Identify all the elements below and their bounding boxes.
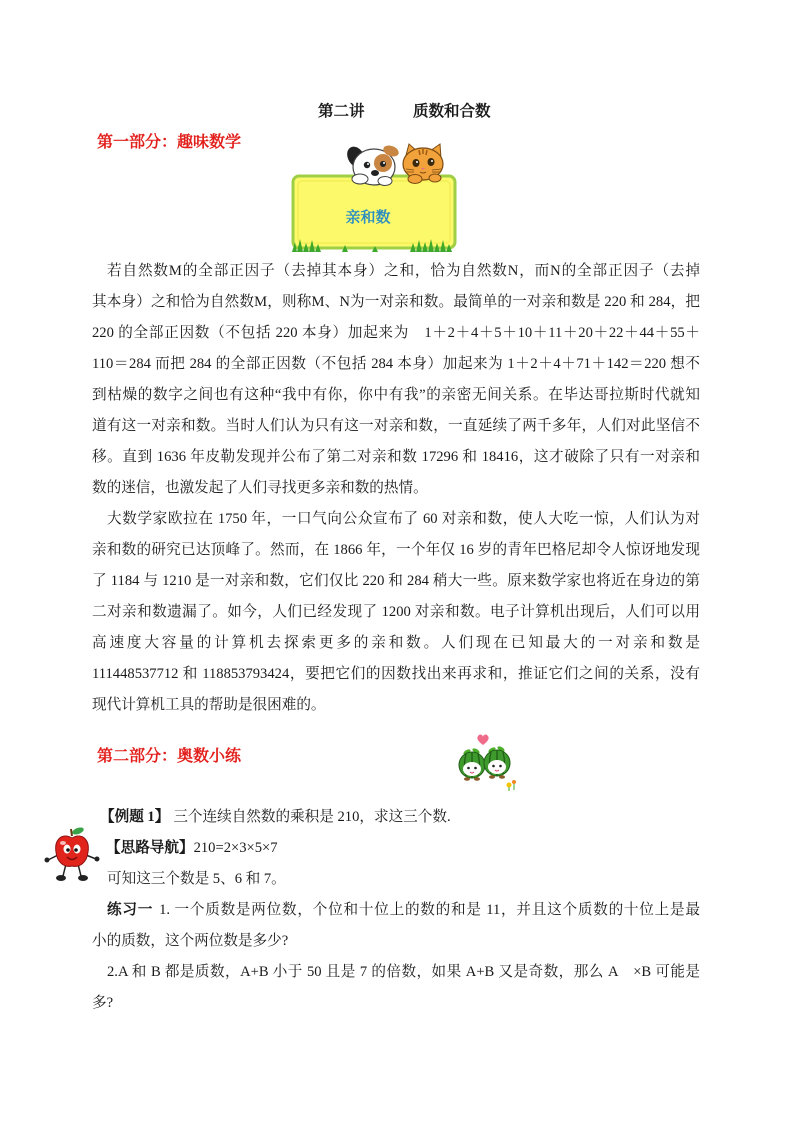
paragraph-line: 到枯燥的数字之间也有这种“我中有你，你中有我”的亲密无间关系。在毕达哥拉斯时代就知	[92, 387, 700, 403]
paragraph-line: 110＝284 而把 284 的全部正因数（不包括 284 本身）加起来为 1＋2＋4＋71＋142＝220 想不	[92, 356, 700, 372]
cat	[403, 144, 443, 184]
practice-line	[92, 895, 700, 926]
dog-cat-sign-illustration	[284, 143, 460, 253]
answer-line: 可知这三个数是 5、6 和 7。	[107, 871, 286, 887]
paragraph-line: 道有这一对亲和数。当时人们认为只有这一对亲和数，一直延续了两千多年，人们对此坚信不	[92, 418, 700, 434]
paragraph-line: 了 1184 与 1210 是一对亲和数，它们仅比 220 和 284 稍大一些。原来数学家也将近在身边的第	[92, 573, 700, 589]
dog-eye	[380, 161, 386, 167]
example-question: 三个连续自然数的乘积是 210，求这三个数.	[173, 809, 451, 825]
sign-label: 亲和数	[345, 209, 391, 226]
apple-leaf	[71, 826, 84, 836]
part2-heading: 第二部分：奥数小练	[97, 748, 242, 765]
hint-label: 【思路导航】	[106, 840, 194, 856]
heart-icon	[477, 734, 488, 745]
apple-stem	[71, 829, 72, 836]
dog-paw	[352, 174, 368, 184]
lecture-title	[0, 101, 794, 123]
dog	[344, 143, 401, 185]
hint-text: 210=2×3×5×7	[193, 840, 278, 856]
paragraph-line: 数的迷信，也激发起了人们寻找更多亲和数的热情。	[92, 480, 428, 496]
apple-shoe	[78, 875, 88, 881]
practice-question-2: 2.A 和 B 都是质数，A+B 小于 50 且是 7 的倍数，如果 A+B 又是奇数，那么 A ×B 可能是	[107, 964, 700, 980]
hint-line	[92, 833, 700, 864]
lecture-number: 第二讲	[318, 103, 365, 120]
paragraph	[92, 256, 700, 504]
watermelon-couple-illustration	[457, 731, 519, 793]
apple-shoe	[56, 875, 66, 881]
practice-section	[92, 802, 700, 1019]
paragraph-line: 亲和数的研究已达顶峰了。然而，在 1866 年，一个年仅 16 岁的青年巴格尼却令人惊讶地发现	[92, 542, 700, 558]
paragraph-line: 若自然数M的全部正因子（去掉其本身）之和，恰为自然数N，而N的全部正因子（去掉	[107, 263, 700, 279]
paragraph	[92, 504, 700, 721]
practice-line: 多?	[92, 995, 114, 1011]
part1-heading: 第一部分：趣味数学	[97, 134, 242, 151]
dog-nose	[371, 170, 379, 176]
example-label: 【例题 1】	[100, 809, 170, 825]
paragraph-line: 二对亲和数遗漏了。如今，人们已经发现了 1200 对亲和数。电子计算机出现后，人们可以用	[92, 604, 700, 620]
lecture-topic: 质数和合数	[413, 103, 491, 120]
cat-eye	[428, 158, 435, 166]
cat-paw	[429, 174, 441, 182]
paragraph-line: 现代计算机工具的帮助是很困难的。	[92, 697, 326, 713]
apple-body	[56, 836, 89, 866]
dog-paw	[378, 177, 392, 186]
reading-passage	[92, 256, 700, 721]
flowers	[507, 780, 517, 791]
paragraph-line: 大数学家欧拉在 1750 年，一口气向公众宣布了 60 对亲和数，使人大吃一惊，人们认为对	[107, 511, 700, 527]
right-watermelon	[484, 745, 510, 779]
practice-question-1: 1. 一个质数是两位数，个位和十位上的数的和是 11，并且这个质数的十位上是最	[159, 902, 700, 918]
practice-line: 小的质数，这个两位数是多少?	[92, 933, 289, 949]
practice-label: 练习一	[107, 902, 154, 918]
dog-eye	[364, 162, 370, 168]
cat-paw	[408, 175, 422, 184]
paragraph-line: 220 的全部正因数（不包括 220 本身）加起来为 1＋2＋4＋5＋10＋11＋20＋22＋44＋55＋	[92, 325, 700, 341]
paragraph-line: 移。直到 1636 年皮勒发现并公布了第二对亲和数 17296 和 18416，这才破除了只有一对亲和	[92, 449, 700, 465]
paragraph-line: 高速度大容量的计算机去探索更多的亲和数。人们现在已知最大的一对亲和数是	[92, 635, 700, 651]
paragraph-line: 111448537712 和 118853793424，要把它们的因数找出来再求和，推证它们之间的关系，没有	[92, 666, 700, 682]
left-watermelon	[459, 747, 485, 781]
paragraph-line: 其本身）之和恰为自然数M，则称M、N为一对亲和数。最简单的一对亲和数是 220 和 284，把	[92, 294, 700, 310]
cat-eye	[413, 159, 420, 167]
example-line	[92, 802, 700, 833]
